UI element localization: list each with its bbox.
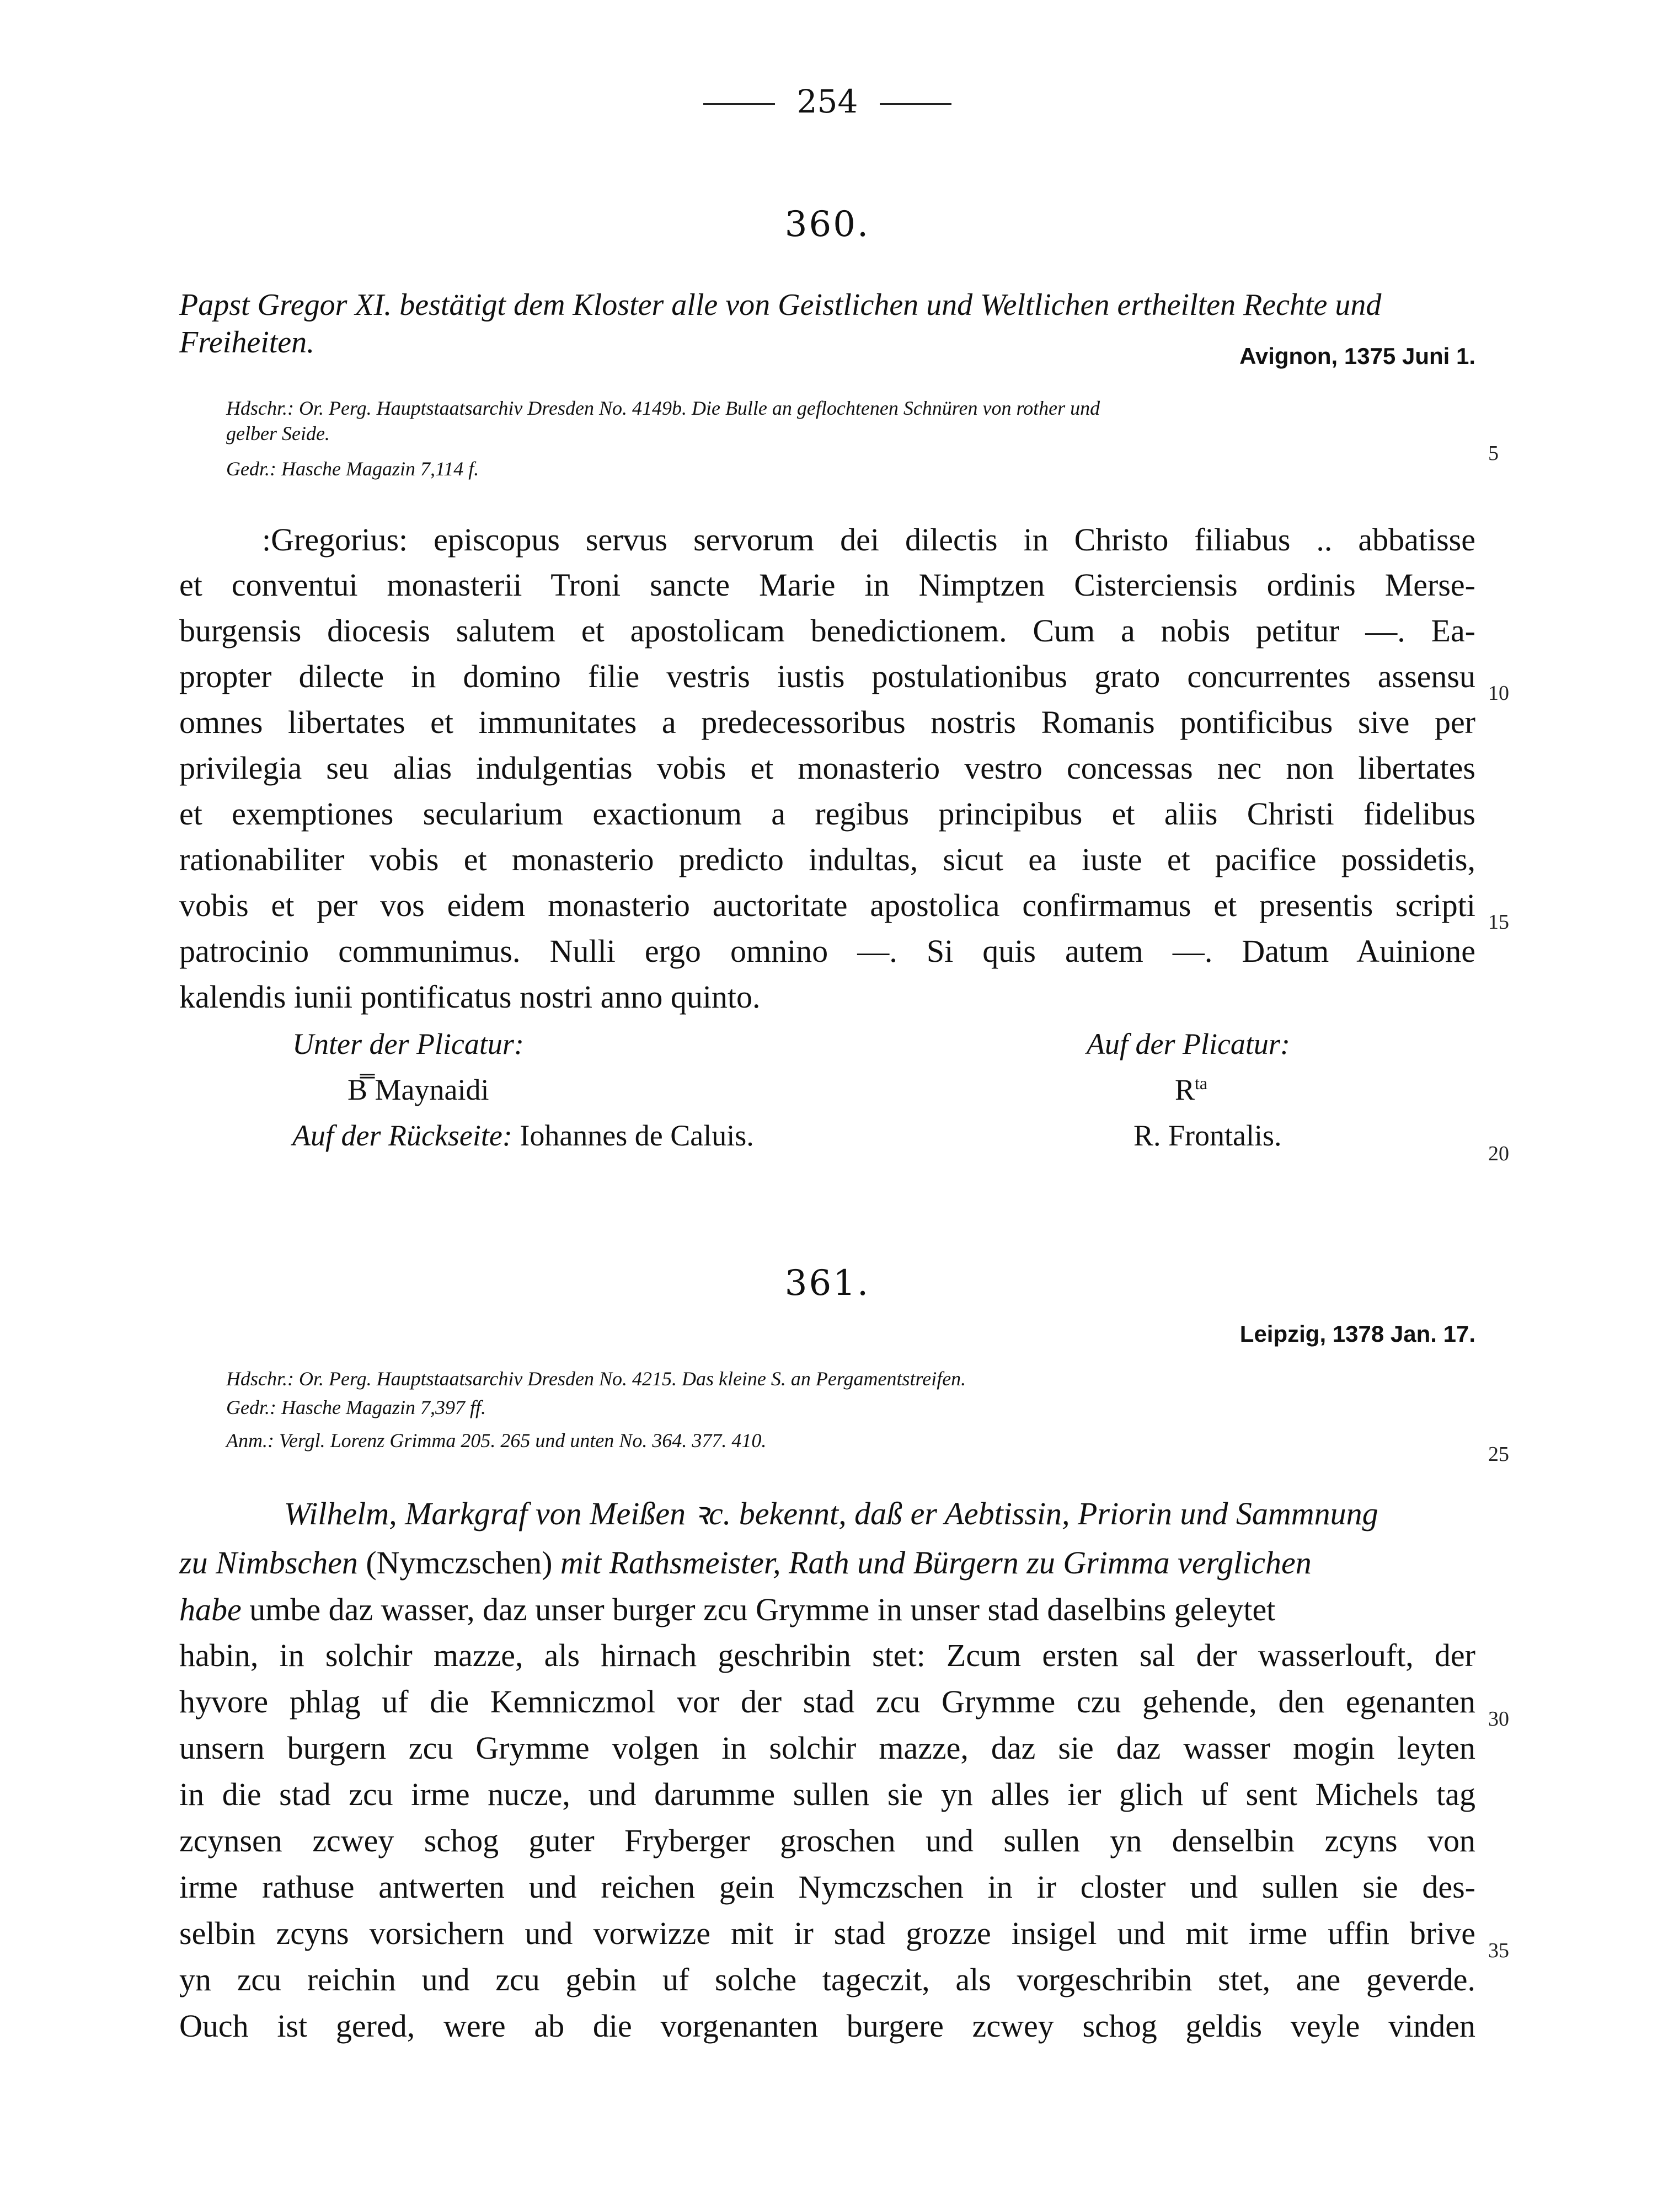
on-plicatur-label: Auf der Plicatur:: [1087, 1027, 1290, 1061]
body-line: omnes libertates et immunitates a predecessoribus nostris Romanis pontificibus sive per: [179, 704, 1475, 740]
regest-line-2: zu Nimbschen (Nymczschen) mit Rathsmeister, Rath und Bürgern zu Grimma verglichen: [179, 1545, 1312, 1581]
page-number-header: [552, 83, 1103, 120]
line-number: 25: [1488, 1443, 1509, 1466]
source-line-manuscript: Hdschr.: Or. Perg. Hauptstaatsarchiv Dresden No. 4149b. Die Bulle an geflochtenen Schnüren von rother und: [226, 397, 1100, 419]
document-summary-line-1: Papst Gregor XI. bestätigt dem Kloster alle von Geistlichen und Weltlichen ertheilten Rechte und: [179, 288, 1382, 322]
body-line: :Gregorius: episcopus servus servorum dei dilectis in Christo filiabus .. abbatisse: [262, 522, 1475, 558]
line-number: 10: [1488, 682, 1509, 705]
regest-line-1: Wilhelm, Markgraf von Meißen ꝛc. bekennt, daß er Aebtissin, Priorin und Sammnung: [284, 1496, 1378, 1531]
back-side-name: Iohannes de Caluis.: [520, 1119, 754, 1152]
body-line: irme rathuse antwerten und reichen gein Nymczschen in ir closter und sullen sie des-: [179, 1869, 1475, 1905]
body-line: yn zcu reichin und zcu gebin uf solche tageczit, als vorgeschribin stet, ane geverde.: [179, 1962, 1475, 1997]
body-line: kalendis iunii pontificatus nostri anno quinto.: [179, 979, 761, 1015]
body-line: habin, in solchir mazze, als hirnach geschribin stet: Zcum ersten sal der wasserlouft, der: [179, 1637, 1475, 1673]
body-line: et exemptiones secularium exactionum a regibus principibus et aliis Christi fidelibus: [179, 796, 1475, 832]
dash-left: [703, 103, 775, 105]
on-plicatur-name: R. Frontalis.: [1133, 1119, 1282, 1152]
regest-line-3: habe umbe daz wasser, daz unser burger zcu Grymme in unser stad daselbins geleytet: [179, 1592, 1276, 1627]
body-line: patrocinio communimus. Nulli ergo omnino —. Si quis autem —. Datum Auinione: [179, 933, 1475, 969]
source-line-printed: Gedr.: Hasche Magazin 7,114 f.: [226, 458, 479, 480]
place-date: Avignon, 1375 Juni 1.: [1239, 343, 1475, 369]
under-plicatur-label: Unter der Plicatur:: [292, 1027, 524, 1061]
line-number: 15: [1488, 910, 1509, 934]
body-line: rationabiliter vobis et monasterio predicto indultas, sicut ea iuste et pacifice possidetis,: [179, 842, 1475, 877]
line-number: 35: [1488, 1939, 1509, 1962]
on-plicatur-mark: $R^{ta}$: [1175, 1073, 1208, 1106]
body-line: in die stad zcu irme nucze, und darumme sullen sie yn alles ier glich uf sent Michels tag: [179, 1776, 1475, 1812]
body-line: selbin zcyns vorsichern und vorwizze mit ir stad grozze insigel und mit irme uffin brive: [179, 1915, 1475, 1951]
back-side-label: Auf der Rückseite:: [292, 1119, 512, 1152]
line-number: 5: [1488, 442, 1499, 465]
body-line: zcynsen zcwey schog guter Fryberger groschen und sullen yn denselbin zcyns von: [179, 1823, 1475, 1858]
source-line-printed: Gedr.: Hasche Magazin 7,397 ff.: [226, 1396, 486, 1418]
dash-right: [880, 103, 951, 105]
body-line: Ouch ist gered, were ab die vorgenanten burgere zcwey schog geldis veyle vinden: [179, 2008, 1475, 2044]
body-line: unsern burgern zcu Grymme volgen in solchir mazze, daz sie daz wasser mogin leyten: [179, 1730, 1475, 1766]
document-number-360: 360.: [784, 204, 870, 245]
body-line: vobis et per vos eidem monasterio auctoritate apostolica confirmamus et presentis scripti: [179, 887, 1475, 923]
body-line: privilegia seu alias indulgentias vobis et monasterio vestro concessas nec non libertates: [179, 750, 1475, 786]
body-line: burgensis diocesis salutem et apostolicam benedictionem. Cum a nobis petitur —. Ea-: [179, 613, 1475, 649]
line-number: 20: [1488, 1142, 1509, 1165]
source-line-manuscript-cont: gelber Seide.: [226, 422, 330, 444]
document-summary-line-2: Freiheiten.: [179, 325, 315, 360]
source-line-annotation: Anm.: Vergl. Lorenz Grimma 205. 265 und unten No. 364. 377. 410.: [226, 1429, 767, 1452]
body-line: hyvore phlag uf die Kemniczmol vor der stad zcu Grymme czu gehende, den egenanten: [179, 1684, 1475, 1720]
document-number-361: 361.: [784, 1263, 870, 1304]
line-number: 30: [1488, 1707, 1509, 1731]
body-line: propter dilecte in domino filie vestris iustis postulationibus grato concurrentes assensu: [179, 658, 1475, 694]
source-line-manuscript: Hdschr.: Or. Perg. Hauptstaatsarchiv Dresden No. 4215. Das kleine S. an Pergamentstreifen.: [226, 1368, 966, 1390]
body-line: et conventui monasterii Troni sancte Marie in Nimptzen Cisterciensis ordinis Merse-: [179, 567, 1475, 603]
back-side-line: [292, 1118, 754, 1153]
page-number: 254: [796, 83, 858, 120]
under-plicatur-name: B̿ Maynaidi: [347, 1073, 489, 1106]
place-date: Leipzig, 1378 Jan. 17.: [1239, 1321, 1475, 1347]
